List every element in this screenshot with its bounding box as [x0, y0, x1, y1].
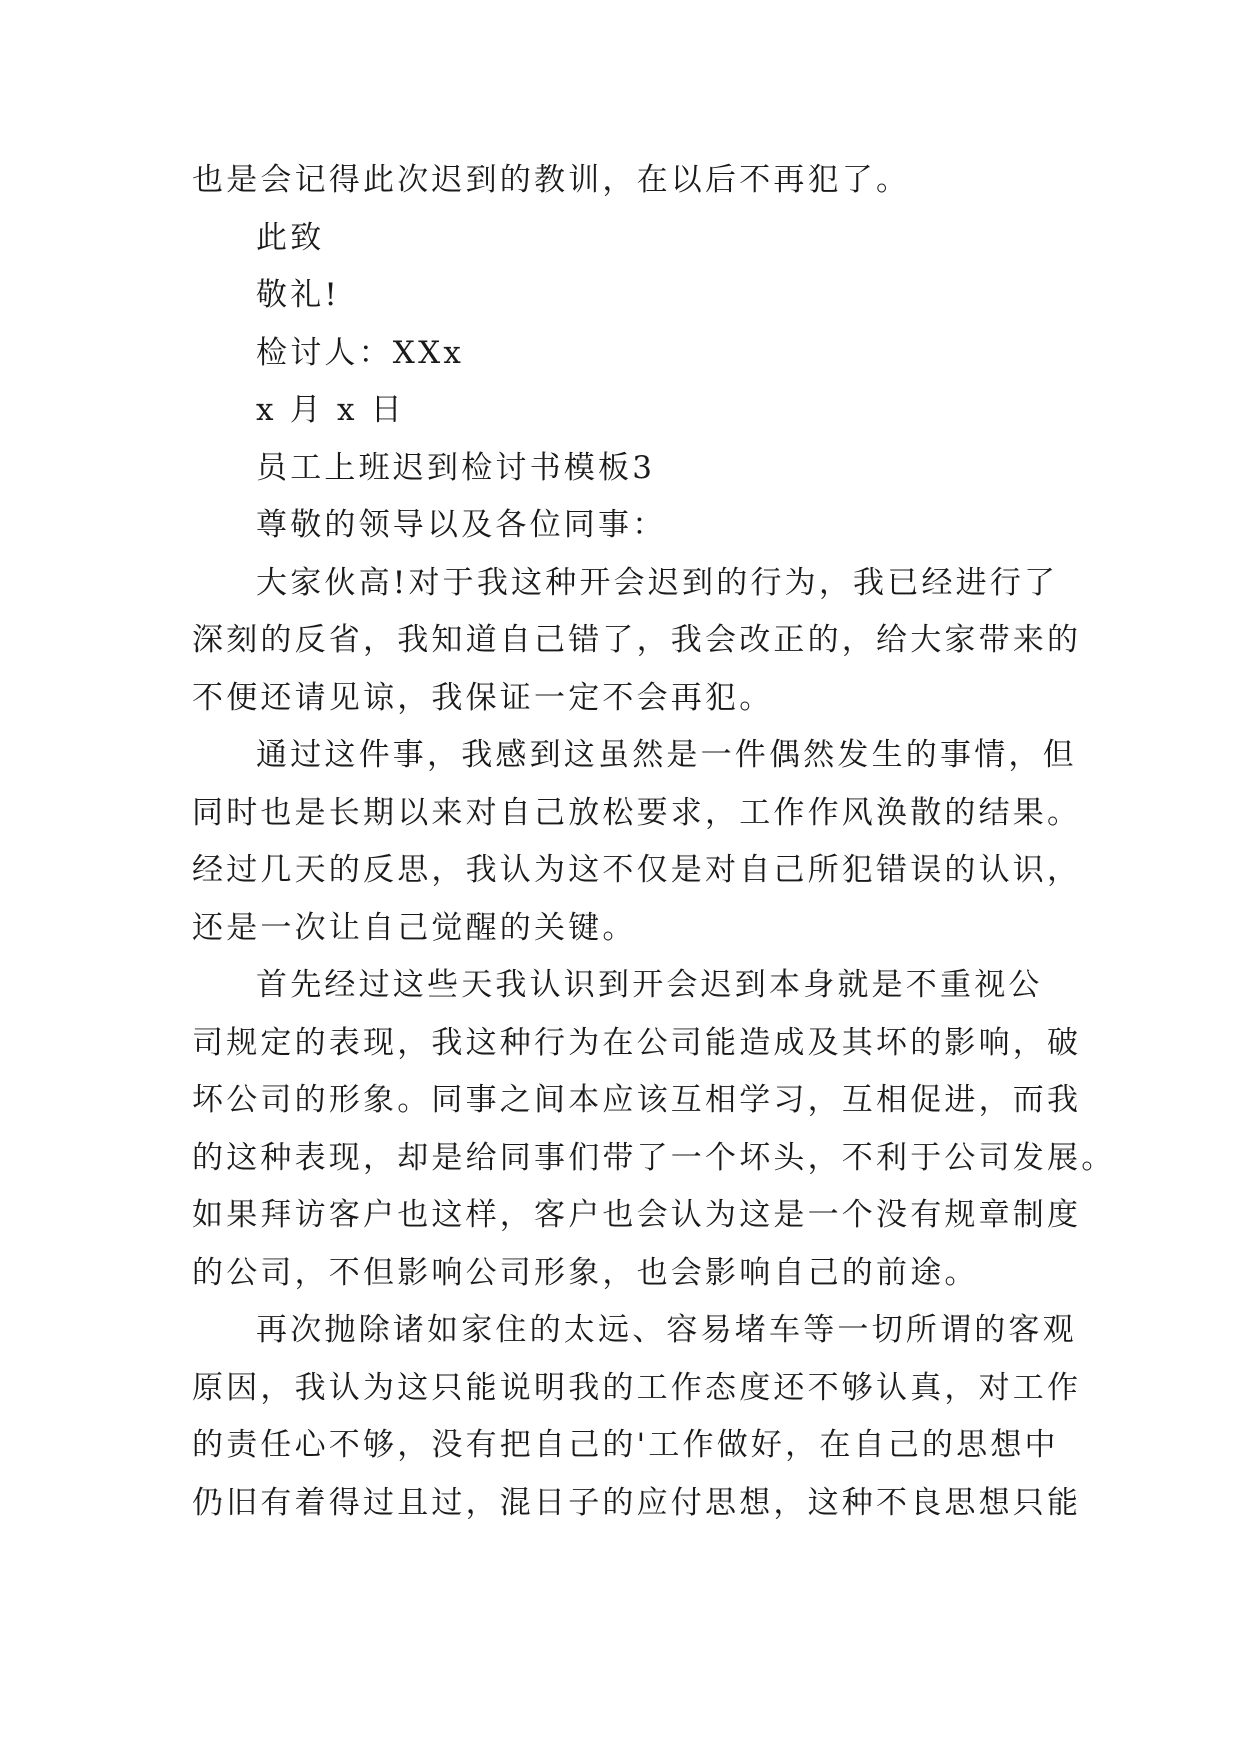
text-line-18: 的这种表现，却是给同事们带了一个坏头，不利于公司发展。: [192, 1140, 1116, 1176]
text-line-19: 如果拜访客户也这样，客户也会认为这是一个没有规章制度: [192, 1197, 1082, 1233]
text-line-13: 经过几天的反思，我认为这不仅是对自己所犯错误的认识，: [192, 852, 1082, 888]
closing-regards: 敬礼!: [256, 277, 341, 313]
text-line-10: 不便还请见谅，我保证一定不会再犯。: [192, 680, 774, 716]
text-line-8: 大家伙高!对于我这种开会迟到的行为，我已经进行了: [256, 565, 1059, 601]
closing-salutation: 此致: [256, 220, 325, 256]
text-line-12: 同时也是长期以来对自己放松要求，工作作风涣散的结果。: [192, 795, 1082, 831]
text-line-9: 深刻的反省，我知道自己错了，我会改正的，给大家带来的: [192, 622, 1082, 658]
text-line-21: 再次抛除诸如家住的太远、容易堵车等一切所谓的客观: [256, 1312, 1077, 1348]
text-line-14: 还是一次让自己觉醒的关键。: [192, 910, 637, 946]
text-line-22: 原因，我认为这只能说明我的工作态度还不够认真，对工作: [192, 1370, 1082, 1406]
text-line-11: 通过这件事，我感到这虽然是一件偶然发生的事情，但: [256, 737, 1077, 773]
text-line-23: 的责任心不够，没有把自己的'工作做好，在自己的思想中: [192, 1427, 1059, 1463]
section-title: 员工上班迟到检讨书模板3: [256, 450, 656, 486]
text-line-24: 仍旧有着得过且过，混日子的应付思想，这种不良思想只能: [192, 1485, 1082, 1521]
signature-date: x 月 x 日: [256, 392, 405, 428]
text-line-20: 的公司，不但影响公司形象，也会影响自己的前途。: [192, 1255, 979, 1291]
signature-name: 检讨人：XXx: [256, 335, 465, 371]
letter-greeting: 尊敬的领导以及各位同事：: [256, 507, 667, 543]
text-line-17: 坏公司的形象。同事之间本应该互相学习，互相促进，而我: [192, 1082, 1082, 1118]
text-line-15: 首先经过这些天我认识到开会迟到本身就是不重视公: [256, 967, 1043, 1003]
text-line-1: 也是会记得此次迟到的教训，在以后不再犯了。: [192, 162, 911, 198]
text-line-16: 司规定的表现，我这种行为在公司能造成及其坏的影响，破: [192, 1025, 1082, 1061]
